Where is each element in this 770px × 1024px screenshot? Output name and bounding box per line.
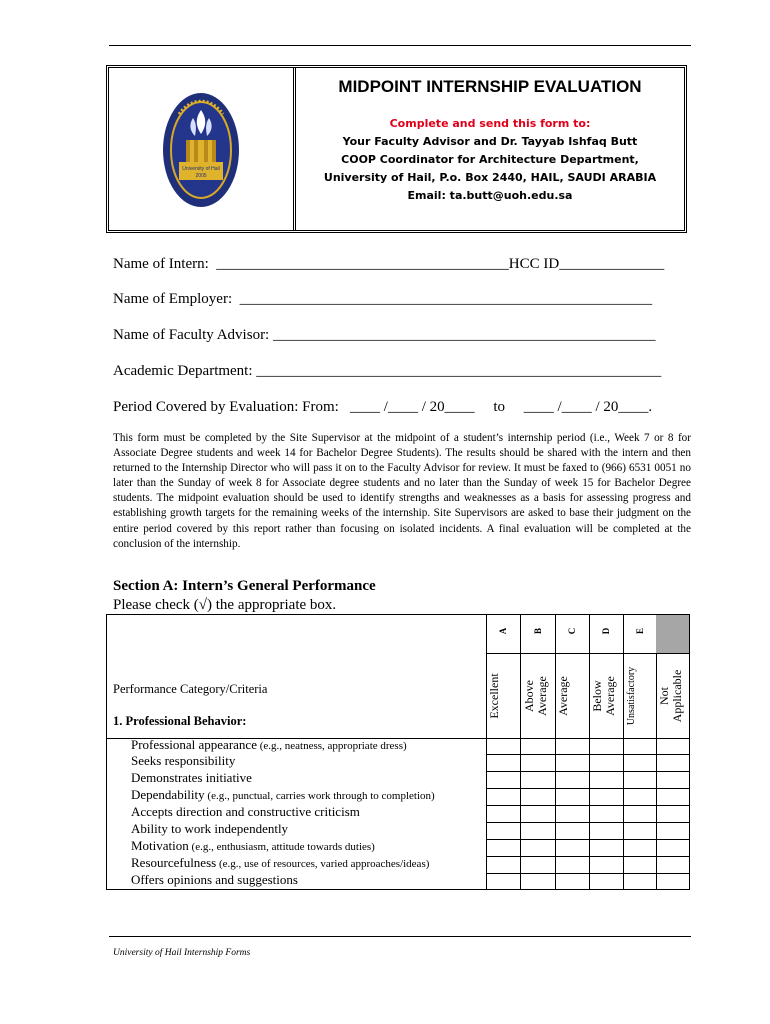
rating-checkbox-cell[interactable] [556, 840, 589, 856]
criteria-example: (e.g., neatness, appropriate dress) [256, 740, 407, 752]
rating-checkbox-cell[interactable] [487, 874, 520, 890]
rating-checkbox-cell[interactable] [624, 874, 656, 890]
rating-checkbox-cell[interactable] [487, 755, 520, 771]
criteria-label: Accepts direction and constructive criticism [131, 804, 360, 819]
rating-checkbox-cell[interactable] [590, 739, 623, 754]
svg-text:University of Hail: University of Hail [182, 166, 220, 172]
top-rule [109, 45, 691, 46]
footer-rule [109, 936, 691, 937]
section-a-instruction: Please check (√) the appropriate box. [113, 597, 337, 613]
contact-line-3: University of Hail, P.o. Box 2440, HAIL, SAUDI ARABIA [323, 171, 657, 184]
rating-checkbox-cell[interactable] [657, 806, 690, 822]
criteria-row [131, 838, 375, 854]
rating-checkbox-cell[interactable] [657, 823, 690, 839]
rating-letter-e: E [634, 628, 645, 635]
rating-checkbox-cell[interactable] [521, 755, 555, 771]
intern-name-field[interactable]: Name of Intern: _______________________________________HCC ID______________ [113, 256, 665, 272]
rating-checkbox-cell[interactable] [487, 823, 520, 839]
rating-checkbox-cell[interactable] [556, 755, 589, 771]
rating-checkbox-cell[interactable] [624, 739, 656, 754]
rating-checkbox-cell[interactable] [521, 874, 555, 890]
contact-email: Email: ta.butt@uoh.edu.sa [407, 189, 573, 202]
academic-department-field[interactable]: Academic Department: ______________________________________________________ [113, 363, 662, 379]
evaluation-period-field[interactable]: Period Covered by Evaluation: From: ____ /____ / 20____ to ____ /____ / 20____. [113, 399, 653, 415]
criteria-example: (e.g., punctual, carries work through to completion) [204, 790, 435, 802]
criteria-row [131, 804, 360, 820]
criteria-label: Seeks responsibility [131, 753, 236, 768]
criteria-label: Dependability [131, 787, 205, 802]
rating-checkbox-cell[interactable] [624, 823, 656, 839]
rating-checkbox-cell[interactable] [487, 739, 520, 754]
criteria-example: (e.g., enthusiasm, attitude towards duties) [188, 841, 375, 853]
contact-line-1: Your Faculty Advisor and Dr. Tayyab Ishfaq Butt [342, 135, 638, 148]
rating-letter-a: A [498, 627, 508, 635]
criteria-row [131, 770, 252, 786]
rating-label: Unsatisfactory [625, 666, 637, 726]
form-title: MIDPOINT INTERNSHIP EVALUATION [338, 77, 642, 96]
criteria-label: Motivation [131, 838, 189, 853]
rating-checkbox-cell[interactable] [521, 857, 555, 873]
contact-line-2: COOP Coordinator for Architecture Department, [341, 153, 639, 166]
rating-checkbox-cell[interactable] [590, 823, 623, 839]
criteria-label: Demonstrates initiative [131, 770, 252, 785]
na-header-shade [656, 615, 689, 653]
rating-checkbox-cell[interactable] [657, 755, 690, 771]
criteria-row [131, 753, 235, 769]
rating-checkbox-cell[interactable] [624, 840, 656, 856]
send-instruction: Complete and send this form to: [389, 117, 591, 130]
rating-label: Below Average [590, 676, 617, 716]
rating-checkbox-cell[interactable] [521, 772, 555, 788]
footer-text: University of Hail Internship Forms [113, 948, 251, 958]
rating-checkbox-cell[interactable] [487, 840, 520, 856]
rating-checkbox-cell[interactable] [624, 755, 656, 771]
rating-label: Average [556, 676, 570, 716]
criteria-row [131, 872, 298, 888]
rating-checkbox-cell[interactable] [657, 772, 690, 788]
criteria-label: Resourcefulness [131, 855, 217, 870]
rating-checkbox-cell[interactable] [624, 857, 656, 873]
rating-checkbox-cell[interactable] [556, 739, 589, 754]
rating-checkbox-cell[interactable] [590, 806, 623, 822]
rating-checkbox-cell[interactable] [590, 857, 623, 873]
employer-name-field[interactable]: Name of Employer: _______________________________________________________ [113, 291, 653, 307]
rating-letter-b: B [532, 628, 543, 635]
rating-checkbox-cell[interactable] [556, 857, 589, 873]
rating-checkbox-cell[interactable] [521, 840, 555, 856]
rating-checkbox-cell[interactable] [487, 857, 520, 873]
criteria-row [131, 737, 407, 753]
rating-checkbox-cell[interactable] [521, 823, 555, 839]
rating-checkbox-cell[interactable] [487, 806, 520, 822]
university-logo [161, 90, 241, 210]
rating-checkbox-cell[interactable] [487, 789, 520, 805]
logo-cell [109, 68, 296, 230]
group-title: 1. Professional Behavior: [113, 714, 247, 728]
rating-checkbox-cell[interactable] [521, 806, 555, 822]
rating-checkbox-cell[interactable] [590, 874, 623, 890]
category-header: Performance Category/Criteria [113, 682, 268, 696]
rating-checkbox-cell[interactable] [657, 789, 690, 805]
rating-checkbox-cell[interactable] [556, 806, 589, 822]
rating-checkbox-cell[interactable] [590, 755, 623, 771]
rating-checkbox-cell[interactable] [657, 874, 690, 890]
rating-checkbox-cell[interactable] [657, 840, 690, 856]
svg-text:2005: 2005 [195, 173, 207, 179]
criteria-example: (e.g., use of resources, varied approaches/ideas) [216, 858, 430, 870]
criteria-label: Offers opinions and suggestions [131, 872, 298, 887]
rating-checkbox-cell[interactable] [590, 789, 623, 805]
rating-checkbox-cell[interactable] [590, 840, 623, 856]
criteria-row [131, 787, 435, 803]
faculty-advisor-field[interactable]: Name of Faculty Advisor: ___________________________________________________ [113, 327, 656, 343]
rating-checkbox-cell[interactable] [590, 772, 623, 788]
rating-letter-d: D [601, 627, 611, 635]
rating-checkbox-cell[interactable] [521, 789, 555, 805]
section-a-title: Section A: Intern’s General Performance [113, 578, 376, 594]
rating-label: Above Average [521, 676, 549, 716]
rating-checkbox-cell[interactable] [657, 857, 690, 873]
criteria-label: Professional appearance [131, 737, 257, 752]
criteria-row [131, 821, 288, 837]
rating-checkbox-cell[interactable] [521, 739, 555, 754]
rating-letter-c: C [567, 627, 577, 635]
rating-label: Excellent [487, 673, 501, 719]
rating-label: Not Applicable [657, 669, 684, 723]
rating-checkbox-cell[interactable] [556, 772, 589, 788]
rating-checkbox-cell[interactable] [556, 823, 589, 839]
rating-checkbox-cell[interactable] [624, 772, 656, 788]
criteria-row [131, 855, 429, 871]
rating-checkbox-cell[interactable] [624, 806, 656, 822]
rating-checkbox-cell[interactable] [657, 739, 690, 754]
instructions-paragraph: This form must be completed by the Site Supervisor at the midpoint of a student’s internship period (i.e., Week 7 or 8 for Associate Degree students and week 14 for Bachelor Degree Students). The results should be shared with the intern and then returned to the Internship Director who will pass it on to the Faculty Advisor for review. It must be faxed to (966) 6531 0051 no later than the Sunday of week 8 for Associate degree students and no later than the Sunday of week 15 for Bachelor Degree students. The midpoint evaluation should be used to identify strengths and weaknesses as a basis for assessing progress and establishing growth targets for the remaining weeks of the internship. Site Supervisors are asked to base their judgment on the entire period covered by this report rather than focusing on isolated incidents. A final evaluation will be completed at the conclusion of the internship. [113, 432, 691, 550]
rating-checkbox-cell[interactable] [556, 874, 589, 890]
criteria-label: Ability to work independently [131, 821, 289, 836]
rating-checkbox-cell[interactable] [624, 789, 656, 805]
rating-checkbox-cell[interactable] [487, 772, 520, 788]
rating-checkbox-cell[interactable] [556, 789, 589, 805]
